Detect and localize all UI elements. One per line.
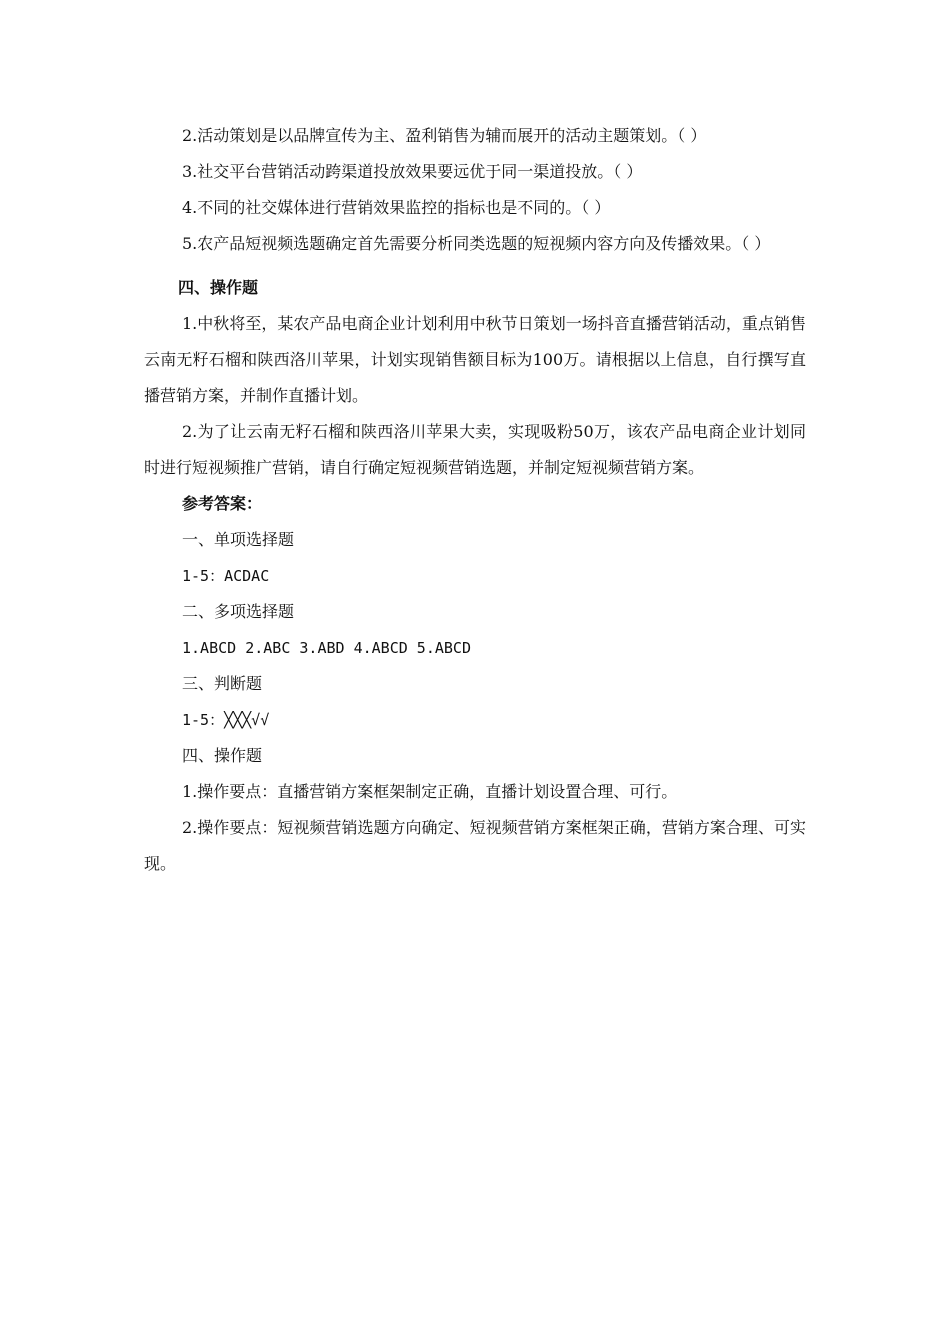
judgment-item-3: 3.社交平台营销活动跨渠道投放效果要远优于同一渠道投放。（ ） (182, 162, 643, 181)
section-heading-operations: 四、操作题 (178, 278, 259, 297)
answers-multi-answer: 1.ABCD 2.ABC 3.ABD 4.ABCD 5.ABCD (182, 639, 471, 657)
answers-operation-heading: 四、操作题 (182, 746, 263, 765)
operation-question-2: 2.为了让云南无籽石榴和陕西洛川苹果大卖，实现吸粉50万，该农产品电商企业计划同时进行短视频推广营销，请自行确定短视频营销选题，并制定短视频营销方案。 (144, 422, 806, 477)
answers-single-heading: 一、单项选择题 (182, 530, 295, 549)
judgment-item-5: 5.农产品短视频选题确定首先需要分析同类选题的短视频内容方向及传播效果。（ ） (182, 234, 771, 253)
answers-single-answer: 1-5：ACDAC (182, 567, 270, 585)
answers-judge-heading: 三、判断题 (182, 674, 263, 693)
answers-operation-1: 1.操作要点：直播营销方案框架制定正确，直播计划设置合理、可行。 (182, 782, 678, 801)
answers-title: 参考答案： (182, 494, 263, 513)
answers-operation-2: 2.操作要点：短视频营销选题方向确定、短视频营销方案框架正确，营销方案合理、可实现。 (144, 818, 806, 873)
document-page (144, 118, 806, 882)
judgment-item-4: 4.不同的社交媒体进行营销效果监控的指标也是不同的。（ ） (182, 198, 611, 217)
judgment-item-2: 2.活动策划是以品牌宣传为主、盈利销售为辅而展开的活动主题策划。（ ） (182, 126, 707, 145)
operation-question-1: 1.中秋将至，某农产品电商企业计划利用中秋节日策划一场抖音直播营销活动，重点销售云南无籽石榴和陕西洛川苹果，计划实现销售额目标为100万。请根据以上信息，自行撰写直播营销方案，并制作直播计划。 (144, 314, 806, 405)
answers-multi-heading: 二、多项选择题 (182, 602, 295, 621)
answers-judge-answer: 1-5：╳╳╳√√ (182, 711, 270, 729)
